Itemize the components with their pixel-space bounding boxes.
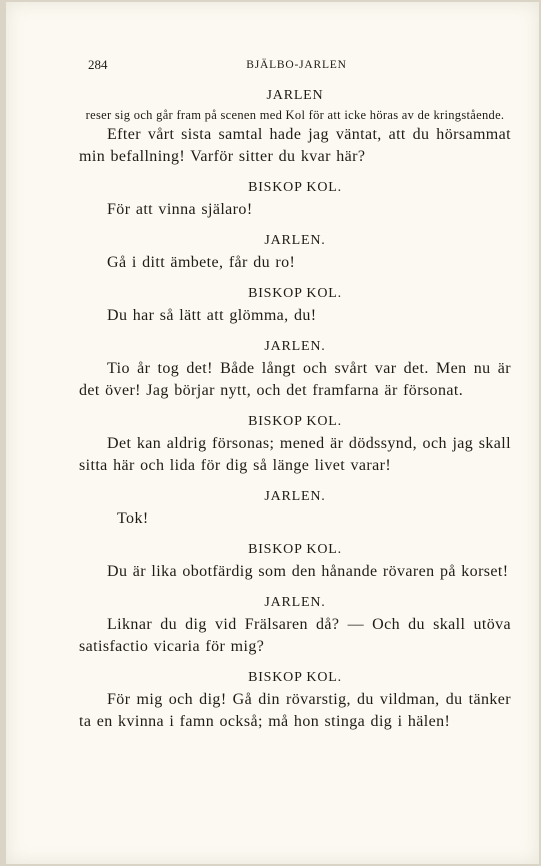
speech-paragraph: För mig och dig! Gå din rövarstig, du vildman, du tänker ta en kvinna i famn också; må hon stinga dig i hälen! xyxy=(79,691,511,730)
speech-paragraph: Tio år tog det! Både långt och svårt var det. Men nu är det över! Jag börjar nytt, och det framfarna är försonat. xyxy=(79,360,511,399)
speech-paragraph: Tok! xyxy=(117,510,149,527)
dialogue-text xyxy=(79,85,511,733)
speaker-name: JARLEN. xyxy=(264,233,326,248)
speaker-name: BISKOP KOL. xyxy=(248,180,342,195)
speaker-name: JARLEN. xyxy=(264,339,326,354)
speech-paragraph: Du har så lätt att glömma, du! xyxy=(107,307,317,324)
speaker-name: JARLEN. xyxy=(264,595,326,610)
speech-paragraph: För att vinna själaro! xyxy=(107,201,253,218)
speaker-name: BISKOP KOL. xyxy=(248,414,342,429)
speaker-name: BISKOP KOL. xyxy=(248,286,342,301)
speaker-name: JARLEN. xyxy=(264,489,326,504)
page-number: 284 xyxy=(88,57,108,72)
page-header xyxy=(88,57,505,77)
speaker-name: BISKOP KOL. xyxy=(248,542,342,557)
book-page xyxy=(6,2,539,864)
stage-direction: reser sig och går fram på scenen med Kol för att icke höras av de kringstående. xyxy=(85,108,505,122)
speech-paragraph: Det kan aldrig försonas; mened är dödssynd, och jag skall sitta här och lida för dig så länge livet varar! xyxy=(79,435,511,474)
speech-paragraph: Du är lika obotfärdig som den hånande rövaren på korset! xyxy=(107,563,509,580)
running-title: BJÄLBO-JARLEN xyxy=(246,59,347,71)
speech-paragraph: Efter vårt sista samtal hade jag väntat, att du hörsammat min befallning! Varför sitter du kvar här? xyxy=(79,126,511,165)
speech-paragraph: Gå i ditt ämbete, får du ro! xyxy=(107,254,296,271)
speaker-name: BISKOP KOL. xyxy=(248,670,342,685)
speaker-name: JARLEN xyxy=(266,88,324,103)
speech-paragraph: Liknar du dig vid Frälsaren då? — Och du skall utöva satisfactio vicaria för mig? xyxy=(79,616,511,655)
